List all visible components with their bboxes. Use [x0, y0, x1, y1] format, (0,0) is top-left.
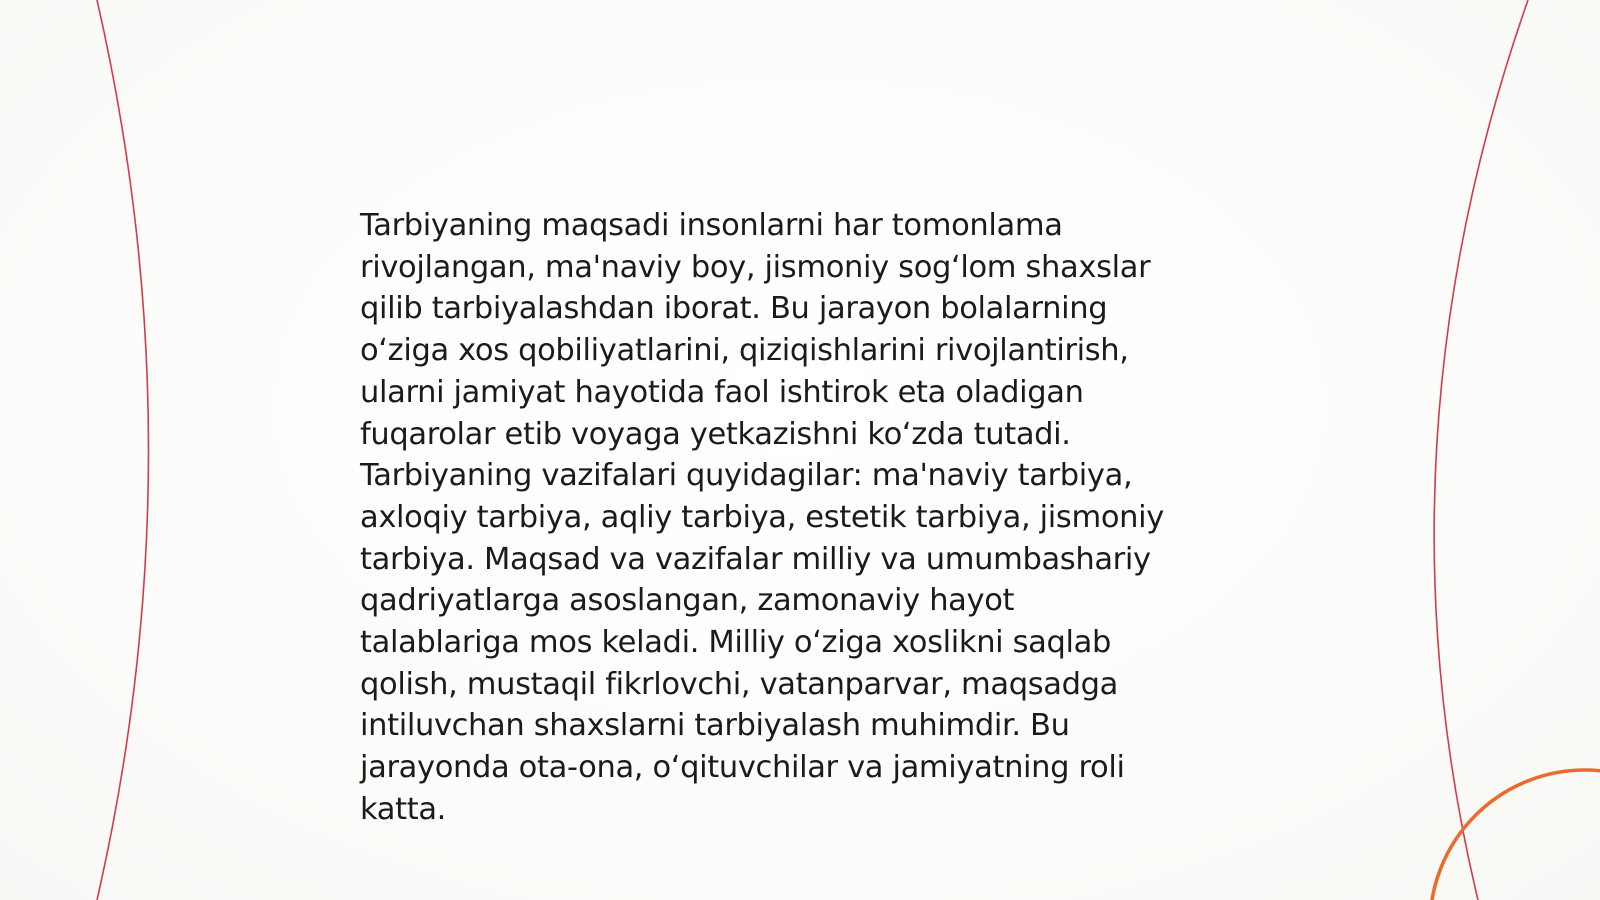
body-paragraph: Tarbiyaning maqsadi insonlarni har tomonlama rivojlangan, ma'naviy boy, jismoniy sog‘lom shaxslar qilib tarbiyalashdan iborat. Bu jarayon bolalarning o‘ziga xos qobiliyatlarini, qiziqishlarini rivojlantirish, ularni jamiyat hayotida faol ishtirok eta oladigan fuqarolar etib voyaga yetkazishni ko‘zda tutadi. Tarbiyaning vazifalari quyidagilar: ma'naviy tarbiya, axloqiy tarbiya, aqliy tarbiya, estetik tarbiya, jismoniy tarbiya. Maqsad va vazifalar milliy va umumbashariy qadriyatlarga asoslangan, zamonaviy hayot talablariga mos keladi. Milliy o‘ziga xoslikni saqlab qolish, mustaqil fikrlovchi, vatanparvar, maqsadga intiluvchan shaxslarni tarbiyalash muhimdir. Bu jarayonda ota-ona, o‘qituvchilar va jamiyatning roli katta. — [360, 208, 1164, 827]
right-curved-line — [1434, 0, 1528, 900]
left-curved-line — [97, 0, 149, 900]
